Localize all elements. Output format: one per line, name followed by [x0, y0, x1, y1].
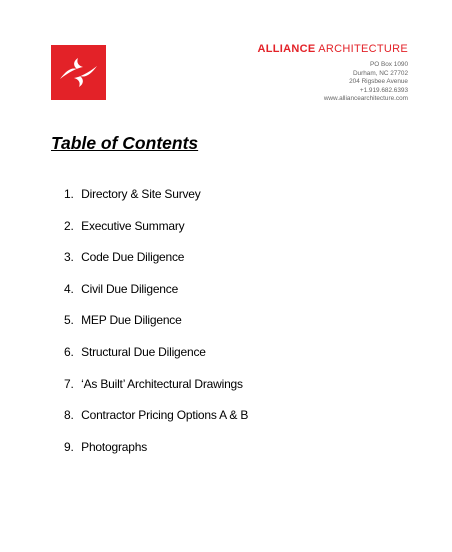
- toc-item[interactable]: [64, 440, 248, 472]
- toc-item-label: Directory & Site Survey: [81, 187, 201, 201]
- toc-item-number: 7.: [64, 376, 74, 391]
- toc-item-label: Civil Due Diligence: [81, 281, 179, 296]
- toc-item[interactable]: [64, 219, 248, 251]
- firm-name: [257, 43, 408, 55]
- toc-title: Table of Contents: [51, 133, 199, 153]
- toc-item[interactable]: [64, 313, 248, 345]
- toc-item-number: 9.: [64, 439, 74, 454]
- address-street: 204 Rigsbee Avenue: [349, 78, 408, 86]
- toc-item-label: Code Due Diligence: [81, 250, 185, 265]
- toc-item[interactable]: [64, 250, 248, 282]
- toc-item-number: 8.: [64, 408, 74, 423]
- firm-name-bold: ALLIANCE: [257, 43, 316, 55]
- toc-item-label: Photographs: [81, 439, 147, 454]
- toc-item[interactable]: [64, 408, 248, 440]
- toc-item-number: 5.: [64, 313, 74, 328]
- address-city: Durham, NC 27702: [352, 69, 408, 77]
- toc-item[interactable]: [64, 187, 248, 219]
- toc-item-label: Contractor Pricing Options A & B: [81, 408, 249, 423]
- firm-address: [324, 61, 408, 104]
- toc-item[interactable]: [64, 345, 248, 377]
- toc-item-label: Structural Due Diligence: [81, 344, 206, 359]
- address-po-box: PO Box 1090: [369, 61, 408, 68]
- toc-item-number: 1.: [64, 187, 74, 201]
- address-phone: +1.919.682.6393: [359, 86, 408, 94]
- logo-mark: [51, 45, 106, 100]
- toc-item[interactable]: [64, 377, 248, 409]
- toc-item-label: ‘As Built’ Architectural Drawings: [81, 376, 243, 391]
- toc-item-number: 4.: [64, 281, 74, 296]
- toc-item-label: MEP Due Diligence: [81, 313, 182, 328]
- toc-item[interactable]: [64, 282, 248, 314]
- alliance-logo-icon: [51, 45, 106, 100]
- toc-item-number: 3.: [64, 250, 74, 265]
- toc-item-number: 2.: [64, 218, 74, 233]
- address-website[interactable]: www.alliancearchitecture.com: [323, 95, 408, 103]
- firm-name-rest: ARCHITECTURE: [318, 43, 408, 55]
- toc-list: [64, 187, 248, 471]
- toc-item-number: 6.: [64, 344, 74, 359]
- toc-item-label: Executive Summary: [81, 218, 185, 233]
